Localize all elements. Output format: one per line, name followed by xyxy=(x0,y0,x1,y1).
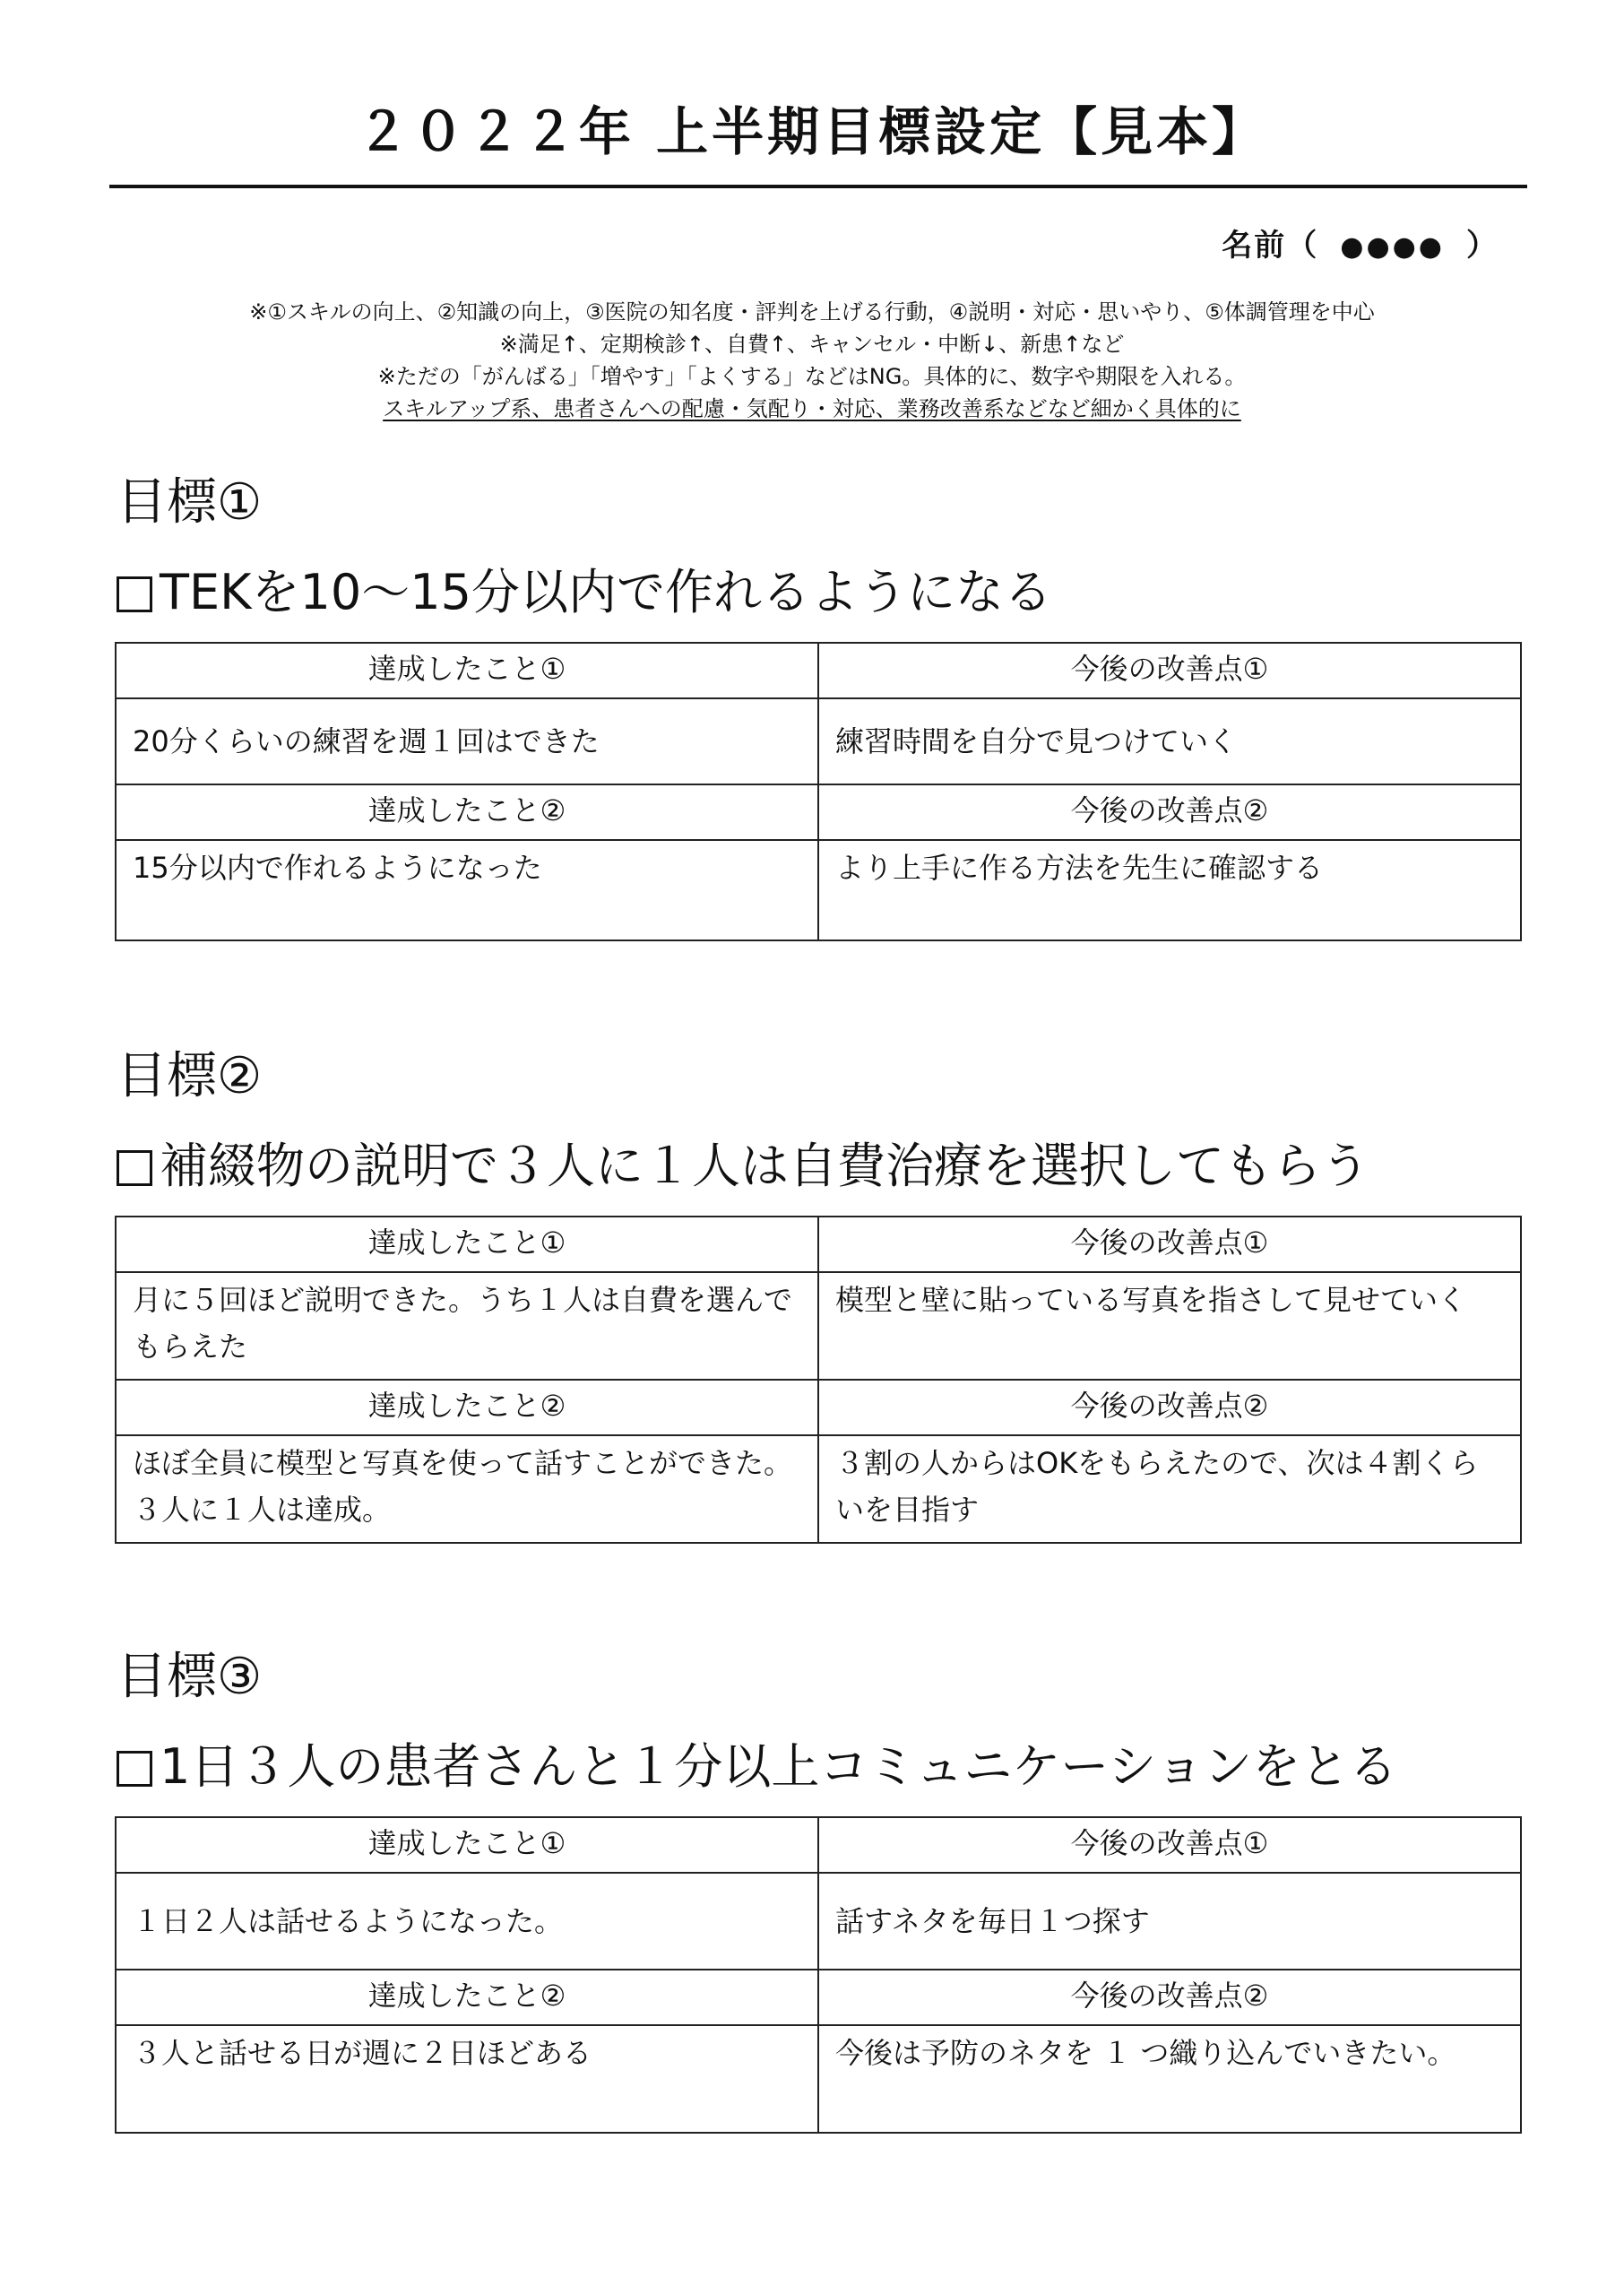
achieved-1-cell: １日２人は話せるようになった。 xyxy=(116,1873,818,1970)
goal-3-text: 1日３人の患者さんと１分以上コミュニケーションをとる xyxy=(117,1728,1397,1797)
improve-2-cell: より上手に作る方法を先生に確認する xyxy=(818,840,1521,940)
note-line: ※①スキルの向上、②知識の向上，③医院の知名度・評判を上げる行動，④説明・対応・思いやり、⑤体調管理を中心 xyxy=(249,299,1375,325)
improve-1-cell: 模型と壁に貼っている写真を指さして見せていく xyxy=(818,1272,1521,1380)
goal-1-heading: 目標① xyxy=(117,473,263,532)
improve-1-cell: 話すネタを毎日１つ探す xyxy=(818,1873,1521,1970)
guideline-notes xyxy=(0,296,1624,425)
improve-2-cell: ３割の人からはOKをもらえたので、次は４割くらいを目指す xyxy=(818,1435,1521,1543)
name-close-paren: ） xyxy=(1466,228,1499,264)
checkbox-icon[interactable] xyxy=(117,576,152,612)
goal-3-heading: 目標③ xyxy=(117,1648,263,1706)
goal-2-table xyxy=(115,1216,1522,1544)
achieved-2-header: 達成したこと② xyxy=(116,1380,818,1435)
goal-3-table xyxy=(115,1816,1522,2134)
goal-1-table xyxy=(115,642,1522,941)
achieved-1-cell: 20分くらいの練習を週１回はできた xyxy=(116,698,818,784)
improve-2-header: 今後の改善点② xyxy=(818,1970,1521,2025)
achieved-1-header: 達成したこと① xyxy=(116,1817,818,1873)
note-line: ※ただの「がんばる」「増やす」「よくする」などはNG。具体的に、数字や期限を入れる。 xyxy=(377,364,1247,389)
checkbox-icon[interactable] xyxy=(117,1150,152,1186)
improve-1-header: 今後の改善点① xyxy=(818,1217,1521,1272)
checkbox-icon[interactable] xyxy=(117,1751,152,1787)
achieved-1-cell: 月に５回ほど説明できた。うち１人は自費を選んでもらえた xyxy=(116,1272,818,1380)
note-line: スキルアップ系、患者さんへの配慮・気配り・対応、業務改善系などなど細かく具体的に xyxy=(383,396,1241,421)
goal-2-text: 補綴物の説明で３人に１人は自費治療を選択してもらう xyxy=(117,1128,1369,1197)
achieved-2-cell: ほぼ全員に模型と写真を使って話すことができた。３人に１人は達成。 xyxy=(116,1435,818,1543)
name-value: ●●●● xyxy=(1340,231,1445,263)
achieved-2-header: 達成したこと② xyxy=(116,1970,818,2025)
improve-1-cell: 練習時間を自分で見つけていく xyxy=(818,698,1521,784)
name-field xyxy=(1222,221,1499,264)
achieved-2-cell: 15分以内で作れるようになった xyxy=(116,840,818,940)
improve-2-header: 今後の改善点② xyxy=(818,1380,1521,1435)
name-label: 名前（ xyxy=(1222,228,1319,264)
goal-1-text: TEKを10〜15分以内で作れるようになる xyxy=(117,554,1052,623)
achieved-1-header: 達成したこと① xyxy=(116,643,818,698)
note-line: ※満足↑、定期検診↑、自費↑、キャンセル・中断↓、新患↑など xyxy=(499,332,1125,357)
improve-2-cell: 今後は予防のネタを １ つ織り込んでいきたい。 xyxy=(818,2025,1521,2133)
achieved-1-header: 達成したこと① xyxy=(116,1217,818,1272)
title-divider xyxy=(109,185,1527,188)
improve-2-header: 今後の改善点② xyxy=(818,784,1521,840)
page-title: ２０２２年 上半期目標設定【見本】 xyxy=(356,101,1268,162)
achieved-2-header: 達成したこと② xyxy=(116,784,818,840)
goal-2-heading: 目標② xyxy=(117,1047,263,1105)
achieved-2-cell: ３人と話せる日が週に２日ほどある xyxy=(116,2025,818,2133)
improve-1-header: 今後の改善点① xyxy=(818,643,1521,698)
improve-1-header: 今後の改善点① xyxy=(818,1817,1521,1873)
